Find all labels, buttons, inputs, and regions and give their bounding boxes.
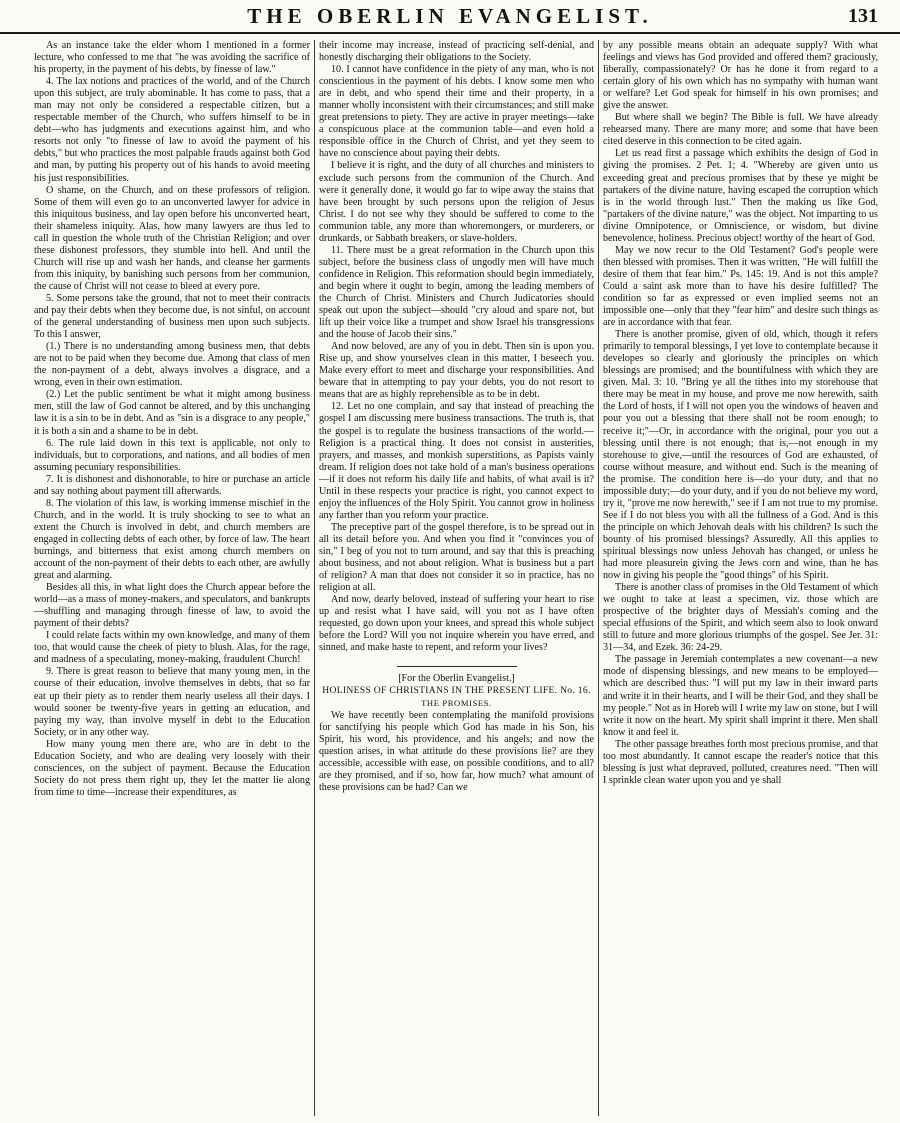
- column-1: [30, 40, 314, 1116]
- paragraph: The preceptive part of the gospel therefore, is to be spread out in all its detail before you. And when you find it "convinces you of sin," I beg of you not to turn around, and say that this is preaching about business, and not about religion. What is business but a part of religion? A man that does not consider it so in practice, has no religion at all.: [319, 521, 594, 594]
- paragraph: 9. There is great reason to believe that many young men, in the course of their education, involve themselves in debts, that so far eat up their piety as to render them nearly useless all their days. I would sooner be twenty-five years in getting an education, and paying my way, than involve myself in debt to the Education Society, or in any other way.: [34, 666, 310, 738]
- paragraph: But where shall we begin? The Bible is full. We have already rehearsed many. There are many more; and some that have been cited deserve in this connection to be cited again.: [603, 112, 878, 148]
- article-title: HOLINESS OF CHRISTIANS IN THE PRESENT LIFE. No. 16.: [322, 685, 591, 697]
- paragraph: There is another class of promises in the Old Testament of which we ought to take at least a specimen, viz. those which are prospective of the brighter days of Messiah's coming and the special effusions of the Spirit, and which seem also to look onward still to future and more glorious triumphs of the gospel. See Jer. 31: 31—34, and Ezek. 36: 24-29.: [603, 582, 878, 654]
- page-number: 131: [848, 5, 878, 27]
- paragraph: 12. Let no one complain, and say that instead of preaching the gospel I am discussing mere business transactions. The truth is, that the gospel is to regulate the business transactions of the world.—Religion is a practical thing. It does not consist in austerities, prayers, and masses, and monkish superstitions, as Papists vainly dream. If religion does not take hold of a man's business operations—if it does not reform his daily life and habits, of what avail is it? Until in these respects your practice is right, you cannot expect to enjoy the influences of the Holy Spirit. You cannot grow in holiness any farther than you reform your practice.: [319, 401, 594, 521]
- publication-title: THE OBERLIN EVANGELIST.: [247, 4, 653, 28]
- section-divider: [397, 666, 517, 667]
- paragraph: And now beloved, are any of you in debt. Then sin is upon you. Rise up, and show yourselves clean in this matter, I beseech you. Make every effort to meet and discharge your responsibilities. And beware that in attempting to pay your debts, you do not resort to means that are as highly reprehensible as to be in debt.: [319, 341, 594, 401]
- paragraph: 5. Some persons take the ground, that not to meet their contracts and pay their debts when they become due, is not sinful, on account of the general understanding of business men upon such subjects. To this I answer,: [34, 292, 310, 341]
- paragraph: 11. There must be a great reformation in the Church upon this subject, before the business class of ungodly men will have much confidence in Religion. This reformation should begin immediately, and begin where it ought to begin, among the leading members of the Church of Christ. Ministers and Church Judicatories should speak out upon the subject—should "cry aloud and spare not, but lift up their voice like a trumpet and show Israel his transgressions and the house of Jacob their sins.": [319, 244, 594, 341]
- section-title: THE PROMISES.: [421, 698, 492, 709]
- paragraph: 4. The lax notions and practices of the world, and of the Church upon this subject, are truly abominable. It has come to pass, that a man may not only be considered a respectable citizen, but a respectable member of the Church, who suffers himself to be in debt—who has judgments and executions against him, and who resorts not only "to finesse of law to avoid the payment of his debts," but who practices the most palpable frauds against both God and man, by putting his property out of his hands to avoid meeting his just responsibilities.: [34, 76, 310, 184]
- paragraph: (1.) There is no understanding among business men, that debts are not to be paid when they become due. Among that class of men the non-payment of a debt, always involves a disgrace, and a wrong, even in their own estimation.: [34, 341, 310, 389]
- paragraph: their income may increase, instead of practicing self-denial, and honestly discharging their obligations to the Society.: [319, 40, 594, 64]
- paragraph: Let us read first a passage which exhibits the design of God in giving the promises. 2 Pet. 1; 4. "Whereby are given unto us exceeding great and precious promises that by these ye might be partakers of the divine nature, having escaped the corruption which is in the world through lust." Then the making us like God, "partakers of the divine nature," was the object. Not imparting to us divine Omnipotence, or Omniscience, or wisdom, but divine benevolence, holiness. Precious object! worthy of the heart of God.: [603, 148, 878, 244]
- paragraph: How many young men there are, who are in debt to the Education Society, and who are dealing very loosely with their consciences, on the subject of payment. Because the Education Society do not press them right up, they let the matter lie along from time to time—increase their expenditures, as: [34, 738, 310, 798]
- paragraph: And now, dearly beloved, instead of suffering your heart to rise up and resist what I have said, will you not as I have often requested, go down upon your knees, and spread this whole subject before the Lord? Will you not inquire wherein you have erred, and sinned, and make haste to repent, and reform your lives?: [319, 594, 594, 654]
- paragraph: 7. It is dishonest and dishonorable, to hire or purchase an article and say nothing about payment till afterwards.: [34, 473, 310, 497]
- paragraph: I could relate facts within my own knowledge, and many of them too, that would cause the cheek of piety to blush. Alas, for the rage, and madness of a speculating, money-making, fraudulent Church!: [34, 630, 310, 666]
- paragraph: I believe it is right, and the duty of all churches and ministers to exclude such persons from the communion of the Church. And were it generally done, it would go far to wipe away the stains that have been brought by such persons upon the religion of Jesus Christ. I do not see why they should be suffered to come to the communion table, any more than whoremongers, or murderers, or drunkards, or Sabbath breakers, or slave-holders.: [319, 160, 594, 244]
- column-2: [314, 40, 598, 1116]
- paragraph: The other passage breathes forth most precious promise, and that too most abundantly. It cannot escape the reader's notice that this blessing is just what depraved, polluted, creatures need. "Then will I sprinkle clean water upon you and ye shall: [603, 738, 878, 786]
- column-3: [598, 40, 882, 1116]
- text-columns: [30, 40, 882, 1116]
- paragraph: There is another promise, given of old, which, though it refers primarily to temporal blessings, I yet love to contemplate because it developes so clearly and gloriously the principles on which blessings are promised; and the bountifulness with which they are given. Mal. 3: 10. "Bring ye all the tithes into my storehouse that there may be meat in my house, and prove me now herewith, saith the Lord of hosts, if I will not open you the windows of heaven and pour you out a blessing that there shall not be room enough; to receive it;"—Or, in accordance with the original, pour you out a blessing until there is not enough; that is,—not enough in my storehouse to give,—until the resources of God are exhausted, of course without measure, and without end. Such is the meaning of the promise. The condition here is—do your duty, and that no impossible duty;—do your duty, and if you do not believe my word, try it, "prove me now herewith," see if I am not true to my promise. See if I do not bless you with all the fullness of a God. And is this the principle on which Jehovah deals with his children? Is such the bounty of his promised blessings? Assuredly. All this applies to spiritual blessings now unless Jehovah has changed, or unless he had more pleasurein giving the Jews corn and wine, than he has now in giving his people the "good things" of his Spirit.: [603, 329, 878, 582]
- paragraph: (2.) Let the public sentiment be what it might among business men, still the law of God cannot be altered, and by this unchanging law it is a sin to be in debt. And as "sin is a disgrace to any people," it is both a sin and a shame to be in debt.: [34, 389, 310, 437]
- paragraph: 8. The violation of this law, is working immense mischief in the Church, and in the world. It is truly shocking to see to what an extent the Church is involved in debt, and church members are engaged in collecting debts of each other, by force of law. The heart burnings, and bitterness that exist among church members on account of the non-payment of their debts to each other, are awfully great and alarming.: [34, 497, 310, 582]
- paragraph: As an instance take the elder whom I mentioned in a former lecture, who confessed to me that "he was avoiding the sacrifice of his property, in the payment of his debts, by finesse of law.": [34, 40, 310, 76]
- source-note: [For the Oberlin Evangelist.]: [398, 673, 515, 685]
- paragraph: 6. The rule laid down in this text is applicable, not only to individuals, but to corporations, and nations, and all bodies of men assuming pecuniary responsibilities.: [34, 437, 310, 473]
- paragraph: O shame, on the Church, and on these professors of religion. Some of them will even go to an unconverted lawyer for advice in this iniquitous business, and lay open before his unconverted heart, their shameless iniquity. Alas, how many lawyers are thus led to call in question the whole truth of the Christian Religion; and over these dishonest professors, they stumble into hell. And until the Church will rise up and wash her hands, and cleanse her garments from this iniquity, by banishing such persons from her communion, the cause of Christ will not cease to bleed at every pore.: [34, 184, 310, 292]
- paragraph: We have recently been contemplating the manifold provisions for sanctifying his people which God has made in his Son, his Spirit, his word, his providence, and his angels; and now the question arises, in what attitude do these provisions lie? are they accessible, accessible with ease, on possible conditions, and to all? are they promised, and if so, how far, how much? what amount of these provisions can be had? Can we: [319, 709, 594, 793]
- paragraph: by any possible means obtain an adequate supply? With what feelings and views has God provided and offered them? graciously, liberally, compassionately? Or has he done it from regard to a certain glory of his own which has no sympathy with human want or welfare? Let God speak for himself in his own promises; and give the answer.: [603, 40, 878, 112]
- paragraph: 10. I cannot have confidence in the piety of any man, who is not conscientious in the payment of his debts. I know some men who are in debt, and who spend their time and their property, in a manner wholly inconsistent with their circumstances; and still make great pretensions to piety. They are active in prayer meetings—take a conspicuous place at the communion table—and even hold a responsible office in the Church of Christ, and yet they seem to have no conscience about paying their debts.: [319, 64, 594, 160]
- masthead: [0, 0, 900, 34]
- paragraph: Besides all this, in what light does the Church appear before the world—as a mass of money-makers, and speculators, and bankrupts—shuffling and managing through finesse of law, to avoid the payment of their debts?: [34, 582, 310, 630]
- paragraph: May we now recur to the Old Testament? God's people were then blessed with promises. Then it was written, "He will fulfill the desire of them that fear him." Ps. 145: 19. And is not this ample? Could a saint ask more than to have his desire fulfilled? The condition so far as expressed or even implied seems not an impossible one—only that they "fear him" and desire such things as are in accordance with that fear.: [603, 244, 878, 329]
- paragraph: The passage in Jeremiah contemplates a new covenant—a new mode of dispensing blessings, and new means to be employed—which are described thus: "I will put my law in their inward parts and write it in their hearts, and I will be their God, and they shall be my people." Not as in Horeb will I write my law on stone, but I will write it now on the heart. My spirit shall imprint it there. Men shall know it and feel it.: [603, 654, 878, 738]
